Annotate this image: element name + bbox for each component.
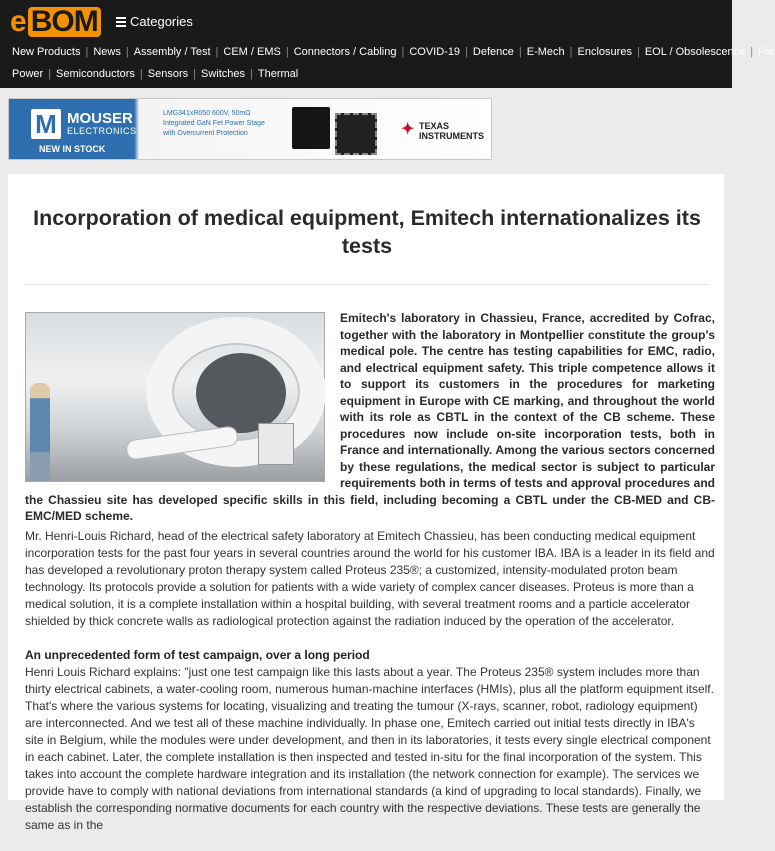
nav-fre[interactable]: Fre xyxy=(758,46,775,58)
title-divider xyxy=(24,284,708,285)
nav-covid-19[interactable]: COVID-19 xyxy=(409,46,461,58)
texas-instruments-icon: ✦ xyxy=(401,121,415,138)
logo-bom: BOM xyxy=(28,7,101,37)
product-line-2: Integrated GaN Fet Power Stage xyxy=(163,120,265,127)
nav-e-mech[interactable]: E-Mech xyxy=(526,46,565,58)
nav-assembly-test[interactable]: Assembly / Test xyxy=(133,46,211,58)
lead-text: Emitech's laboratory in Chassieu, France, accredited by Cofrac, together with the laboratory in Montpellier constitute the group's medical pole. The centre has testing capabilities for EMC, radio, and electrical equipment safety. This triple competence allows it to support its customers in the procedures for marketing equipment in Europe with CE marking, and throughout the world with its role as CBTL in the context of the CB scheme. These procedures now include on-site incorporation tests, both in France and internationally. Among the various sectors concerned by these regulations, the medical sector is subject to particular requirements both in terms of tests and approval procedures and the Chassieu site has developed specific skills in this field, including becoming a CBTL under the CB-MED and CB-EMC/MED scheme. xyxy=(25,311,715,523)
logo-e: e xyxy=(10,5,26,38)
nav-power[interactable]: Power xyxy=(12,68,44,80)
section-subheading: An unprecedented form of test campaign, over a long period xyxy=(25,648,370,662)
categories-label: Categories xyxy=(130,14,193,29)
chip-image-2 xyxy=(335,113,377,155)
article-card xyxy=(8,174,724,832)
nav-enclosures[interactable]: Enclosures xyxy=(577,46,632,58)
ti-line-1: TEXAS xyxy=(419,121,450,131)
gantry-bore xyxy=(196,353,286,433)
nav-switches[interactable]: Switches xyxy=(201,68,246,80)
nav-thermal[interactable]: Thermal xyxy=(257,68,299,80)
paragraph-2: Henri Louis Richard explains: "just one test campaign like this lasts about a year. The Proteus 235® system includes more than thirty electrical cabinets, a water-cooling room, numerous human-machine interfaces (HMIs), plus all the platform equipment itself. xyxy=(25,665,714,696)
article-title: Incorporation of medical equipment, Emitech internationalizes its tests xyxy=(33,206,701,258)
nav-eol-obsolescence[interactable]: EOL / Obsolescence xyxy=(644,46,746,58)
nav-row-1: New Products | News | Assembly / Test | CEM / EMS | Connectors / Cabling | COVID-19 | Defence | E-Mech | Enclosures | EOL / Obsolescence | Fre xyxy=(12,46,775,58)
ti-line-2: INSTRUMENTS xyxy=(419,131,484,141)
nav-row-2: Power | Semiconductors | Sensors | Switches | Thermal xyxy=(12,68,299,80)
article-body xyxy=(25,528,715,851)
mouser-m-icon: M xyxy=(31,109,61,139)
paragraph-3: That's where the various systems for locating, visualizing and treating the tumour (X-rays, scanner, robot, radiology equipment) are interconnected. And we test all of these machine individually. In phase one, Emitech carried out initial tests directly in IBA's site in Belgium, while the modules were under development, and then in its laboratories, it tests every single electrical component in each cabinet. Later, the complete installation is then inspected and tested in-situ for the final incorporation of the system. This takes into account the complete hardware integration and its installation (the network connection for example). The services we provide have to comply with national deviations from international standards (a kind of upgrading to local standards). Finally, we establish the corresponding normative documents for each country with the respective deviations. These tests are generally the same as in the xyxy=(25,699,711,832)
chip-image xyxy=(292,107,330,149)
hamburger-icon xyxy=(116,15,126,29)
categories-menu-button[interactable] xyxy=(116,12,193,32)
banner-product-text xyxy=(163,109,283,139)
person-figure xyxy=(30,383,50,481)
top-navigation-bar xyxy=(0,0,775,88)
new-in-stock-label: NEW IN STOCK xyxy=(39,144,106,154)
nav-defence[interactable]: Defence xyxy=(472,46,514,58)
mouser-brand: MOUSER xyxy=(67,110,133,127)
nav-cem-ems[interactable]: CEM / EMS xyxy=(223,46,281,58)
nav-semiconductors[interactable]: Semiconductors xyxy=(56,68,135,80)
mouser-sub: ELECTRONICS xyxy=(67,126,137,136)
nav-connectors-cabling[interactable]: Connectors / Cabling xyxy=(293,46,397,58)
product-line-3: with Overcurrent Protection xyxy=(163,130,248,137)
article-photo xyxy=(25,312,325,482)
nav-new-products[interactable]: New Products xyxy=(12,46,81,58)
nav-news[interactable]: News xyxy=(93,46,121,58)
equipment-cart xyxy=(258,423,294,465)
mouser-ad-banner[interactable] xyxy=(8,98,492,160)
paragraph-1: Mr. Henri-Louis Richard, head of the electrical safety laboratory at Emitech Chassieu, has been conducting medical equipment incorporation tests for the past four years in several countries around the world for his customer IBA. IBA is a leader in its field and has developed a revolutionary proton therapy system called Proteus 235®; a customized, intensity-modulated proton beam technology. Its protocols provide a solution for patients with a wide variety of complex cancer diseases. Proteus is more than a medical solution, it is a complete installation within a hospital building, with several treatment rooms and a particle accelerator shielded by thick concrete walls as radiological protection against the radiation induced by the operation of the accelerator. xyxy=(25,529,715,628)
texas-instruments-label xyxy=(419,121,484,141)
product-line-1: LMG341xR050 600V, 50mΩ xyxy=(163,110,251,117)
nav-sensors[interactable]: Sensors xyxy=(147,68,189,80)
ebom-logo[interactable] xyxy=(10,6,101,38)
